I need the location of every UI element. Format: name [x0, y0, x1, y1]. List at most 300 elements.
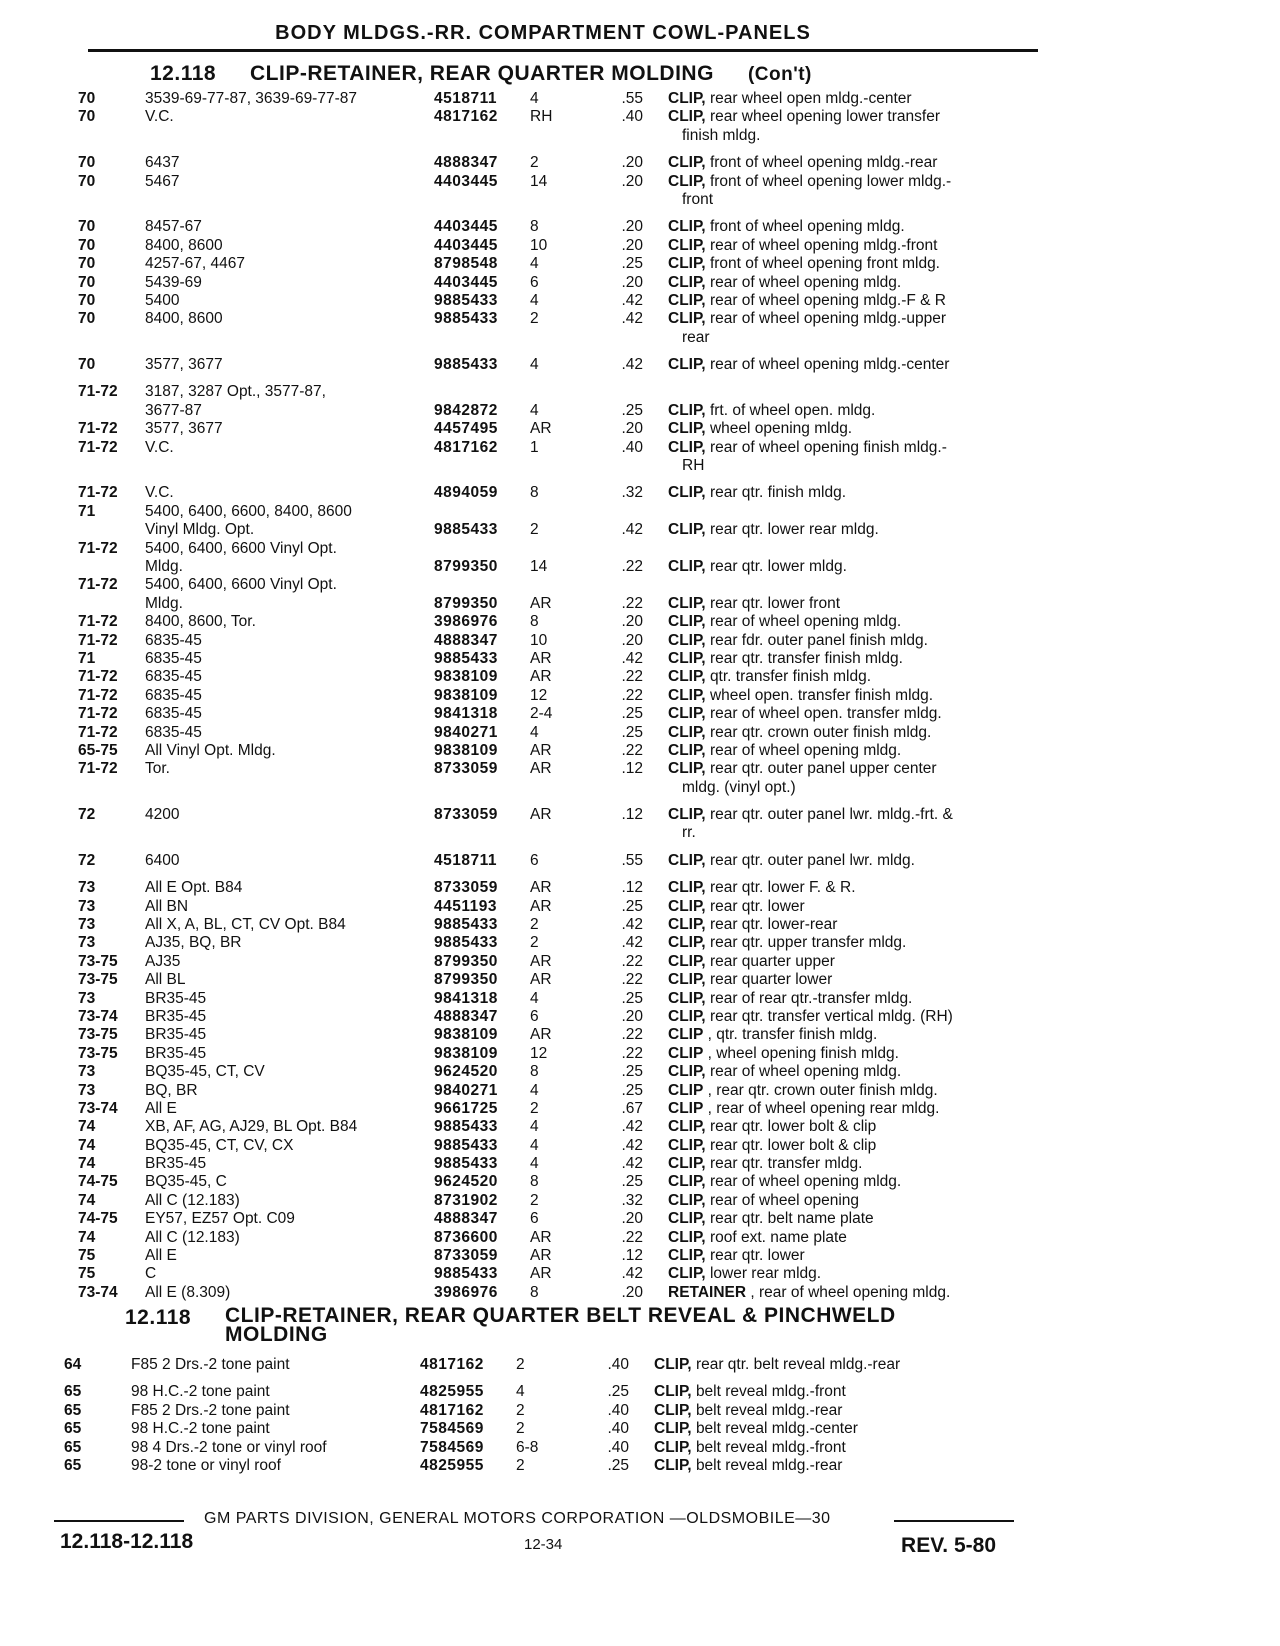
table-row	[0, 310, 1280, 328]
item-description: rear of wheel opening mldg.	[709, 1063, 902, 1081]
description-text	[668, 760, 940, 777]
item-name: CLIP,	[668, 557, 706, 575]
description-cell	[668, 383, 1016, 401]
model-text: 3187, 3287 Opt., 3577-87,	[145, 383, 329, 400]
description-text	[668, 439, 950, 456]
item-description: rear of wheel opening mldg.-front	[709, 236, 938, 254]
item-description: rear of wheel opening mldg.	[709, 613, 902, 631]
year-cell: 71-72	[78, 613, 118, 631]
description-text	[668, 292, 949, 309]
description-text	[668, 1247, 808, 1264]
price-cell: .20	[621, 218, 643, 236]
item-description: rear	[682, 328, 710, 346]
model-text: 3539-69-77-87, 3639-69-77-87	[145, 90, 360, 107]
description-cell	[668, 1082, 1016, 1100]
model-cell	[145, 971, 407, 989]
model-text: All C (12.183)	[145, 1229, 243, 1246]
price-cell: .40	[621, 108, 643, 126]
model-text: 3677-87	[145, 402, 205, 419]
price-cell: .25	[621, 401, 643, 419]
model-text: 5400	[145, 292, 182, 309]
model-cell	[145, 1137, 407, 1155]
item-description: , wheel opening finish mldg.	[707, 1044, 899, 1062]
price-cell: .12	[621, 760, 643, 778]
description-cell	[668, 1210, 1016, 1228]
price-cell: .25	[607, 1456, 629, 1474]
table-row	[0, 218, 1280, 236]
model-cell	[131, 1420, 393, 1438]
table-row	[0, 1137, 1280, 1155]
item-name: CLIP,	[668, 310, 706, 328]
description-text	[668, 668, 874, 685]
description-cell	[668, 668, 1016, 686]
year-cell: 73	[78, 1063, 96, 1081]
quantity-cell: AR	[530, 760, 552, 778]
quantity-cell: 6	[530, 1007, 539, 1025]
item-name: CLIP,	[668, 760, 706, 778]
model-text: V.C.	[145, 108, 177, 125]
description-text	[668, 457, 707, 474]
price-cell: .55	[621, 90, 643, 107]
item-description: rr.	[682, 824, 696, 842]
section-number: 12.118	[125, 1306, 192, 1329]
model-text: AJ35	[145, 953, 183, 970]
quantity-cell: AR	[530, 1026, 552, 1044]
quantity-cell: AR	[530, 1265, 552, 1283]
year-cell: 73	[78, 916, 96, 934]
part-number-cell: 9841318	[434, 989, 498, 1007]
model-text: 8400, 8600	[145, 310, 226, 327]
item-name: RETAINER	[668, 1283, 747, 1301]
item-description: frt. of wheel open. mldg.	[709, 401, 876, 419]
year-cell: 71-72	[78, 723, 118, 741]
model-text: All E (8.309)	[145, 1284, 233, 1301]
quantity-cell: 4	[530, 90, 539, 107]
description-text	[668, 540, 685, 557]
item-name: CLIP,	[668, 154, 706, 172]
year-cell: 73	[78, 1081, 96, 1099]
price-cell: .22	[621, 971, 643, 989]
year-cell: 73-74	[78, 1099, 118, 1117]
description-text	[668, 898, 808, 915]
description-cell	[654, 1439, 1002, 1457]
year-cell: 71-72	[78, 539, 118, 557]
model-cell	[145, 484, 407, 502]
model-text: All E	[145, 1100, 180, 1117]
item-description: rear wheel opening lower transfer	[709, 108, 940, 126]
table-row	[0, 1100, 1280, 1118]
year-cell: 74-75	[78, 1173, 118, 1191]
price-cell: .40	[607, 1401, 629, 1419]
model-cell	[145, 1210, 407, 1228]
page-title: BODY MLDGS.-RR. COMPARTMENT COWL-PANELS	[275, 22, 811, 44]
item-description: rear qtr. lower	[709, 1247, 805, 1265]
description-cell	[668, 484, 1016, 502]
description-text	[668, 1210, 877, 1227]
item-name: CLIP,	[668, 916, 706, 934]
part-number-cell: 8733059	[434, 879, 498, 897]
model-text: All Vinyl Opt. Mldg.	[145, 742, 279, 759]
year-cell: 65	[64, 1438, 82, 1456]
model-cell	[145, 356, 407, 374]
quantity-cell: 2	[530, 154, 539, 172]
description-cell	[668, 898, 1016, 916]
model-text: 4257-67, 4467	[145, 255, 248, 272]
description-text	[668, 632, 931, 649]
price-cell: .12	[621, 879, 643, 897]
item-description: wheel opening mldg.	[709, 420, 853, 438]
part-number-cell: 8733059	[434, 806, 498, 824]
page-footer	[54, 1510, 1014, 1557]
item-name: CLIP,	[668, 806, 706, 824]
item-description: qtr. transfer finish mldg.	[709, 668, 872, 686]
table-row	[0, 632, 1280, 650]
model-cell	[145, 255, 407, 273]
description-cell	[668, 1026, 1016, 1044]
part-number-cell: 9885433	[434, 310, 498, 328]
item-name: CLIP,	[668, 1136, 706, 1154]
quantity-cell: 4	[530, 255, 539, 273]
table-row	[0, 191, 1280, 209]
part-number-cell: 8733059	[434, 760, 498, 778]
item-name: CLIP,	[668, 273, 706, 291]
description-cell	[668, 274, 1016, 292]
model-cell	[145, 439, 407, 457]
item-description: rear of wheel opening mldg.	[709, 273, 902, 291]
model-text: Mldg.	[145, 595, 186, 612]
model-text: BQ35-45, C	[145, 1173, 230, 1190]
item-name: CLIP,	[654, 1456, 692, 1474]
parts-table-1	[0, 90, 1280, 1302]
part-number-cell: 9885433	[434, 649, 498, 667]
part-number-cell: 4888347	[434, 1007, 498, 1025]
part-number-cell: 8736600	[434, 1228, 498, 1246]
description-text	[668, 971, 835, 988]
table-row	[0, 705, 1280, 723]
model-text: 6835-45	[145, 705, 205, 722]
model-cell	[145, 1247, 407, 1265]
item-name: CLIP,	[668, 356, 706, 374]
price-cell: .22	[621, 1026, 643, 1044]
part-number-cell: 4518711	[434, 851, 497, 869]
description-cell	[668, 255, 1016, 273]
table-row	[0, 1155, 1280, 1173]
year-cell: 70	[78, 255, 96, 273]
model-cell	[145, 650, 407, 668]
part-number-cell: 9885433	[434, 916, 498, 934]
model-cell	[145, 1192, 407, 1210]
price-cell: .22	[621, 952, 643, 970]
description-text	[668, 990, 915, 1007]
model-cell	[145, 613, 407, 631]
description-cell	[668, 990, 1016, 1008]
item-description: rear qtr. transfer mldg.	[709, 1155, 863, 1173]
description-cell	[668, 503, 1016, 521]
model-text: F85 2 Drs.-2 tone paint	[131, 1356, 293, 1373]
description-text	[668, 705, 945, 722]
item-description: rear of wheel opening mldg.-F & R	[709, 291, 946, 309]
section-heading-2	[125, 1306, 896, 1344]
table-row	[0, 540, 1280, 558]
part-number-cell: 4817162	[420, 1401, 484, 1419]
item-name: CLIP,	[668, 236, 706, 254]
model-cell	[145, 1100, 407, 1118]
price-cell: .32	[621, 1191, 643, 1209]
price-cell: .42	[621, 1155, 643, 1173]
description-text	[668, 218, 908, 235]
model-text: 6835-45	[145, 632, 205, 649]
year-cell: 70	[78, 273, 96, 291]
part-number-cell: 9885433	[434, 1136, 498, 1154]
price-cell: .20	[621, 631, 643, 649]
section-title-cont: MOLDING	[225, 1323, 328, 1346]
model-cell	[145, 934, 407, 952]
quantity-cell: 8	[530, 1283, 539, 1301]
model-cell	[145, 1026, 407, 1044]
table-row	[0, 576, 1280, 594]
item-description: belt reveal mldg.-center	[695, 1420, 858, 1438]
item-name: CLIP,	[668, 897, 706, 915]
quantity-cell: AR	[530, 971, 552, 989]
table-row	[0, 173, 1280, 191]
table-row	[0, 292, 1280, 310]
part-number-cell: 9624520	[434, 1173, 498, 1191]
item-name: CLIP,	[668, 952, 706, 970]
footer-rule-right	[894, 1520, 1014, 1522]
quantity-cell: 10	[530, 236, 548, 254]
model-text: Vinyl Mldg. Opt.	[145, 521, 257, 538]
description-text	[654, 1383, 849, 1400]
item-description: rear qtr. outer panel lwr. mldg.-frt. &	[709, 806, 953, 824]
description-cell	[668, 356, 1016, 374]
description-text	[668, 90, 915, 107]
description-text	[668, 356, 952, 373]
item-description: lower rear mldg.	[709, 1265, 822, 1283]
item-description: rear qtr. crown outer finish mldg.	[709, 723, 932, 741]
table-row	[0, 356, 1280, 374]
model-text: All BN	[145, 898, 191, 915]
model-text: 5400, 6400, 6600 Vinyl Opt.	[145, 576, 340, 593]
item-description: rear qtr. finish mldg.	[709, 484, 847, 502]
part-number-cell: 4817162	[434, 108, 498, 126]
part-number-cell: 4825955	[420, 1456, 484, 1474]
year-cell: 73	[78, 934, 96, 952]
part-number-cell: 3986976	[434, 613, 498, 631]
description-text	[668, 953, 838, 970]
model-cell	[145, 173, 407, 191]
table-row	[0, 934, 1280, 952]
part-number-cell: 7584569	[420, 1420, 484, 1438]
page-header	[88, 22, 1038, 52]
item-description: rear qtr. lower bolt & clip	[709, 1136, 877, 1154]
model-cell	[131, 1457, 393, 1475]
description-text	[668, 154, 940, 171]
item-description: rear qtr. lower-rear	[709, 916, 838, 934]
description-cell	[668, 1155, 1016, 1173]
quantity-cell: 4	[530, 1081, 539, 1099]
price-cell: .42	[621, 291, 643, 309]
table-row	[0, 1247, 1280, 1265]
item-name: CLIP,	[668, 401, 706, 419]
part-number-cell: 4888347	[434, 1210, 498, 1228]
footer-rule-left	[54, 1520, 184, 1522]
description-cell	[668, 154, 1016, 172]
quantity-cell: 4	[530, 356, 539, 374]
item-name: CLIP,	[668, 1007, 706, 1025]
quantity-cell: 6	[530, 1210, 539, 1228]
part-number-cell: 9624520	[434, 1063, 498, 1081]
year-cell: 65	[64, 1401, 82, 1419]
model-cell	[145, 310, 407, 328]
part-number-cell: 8799350	[434, 557, 498, 575]
year-cell: 73-75	[78, 952, 118, 970]
item-description: rear qtr. lower F. & R.	[709, 879, 856, 897]
model-cell	[145, 852, 407, 870]
year-cell: 70	[78, 90, 96, 107]
description-cell	[668, 760, 1016, 778]
model-cell	[145, 154, 407, 172]
quantity-cell: 12	[530, 686, 548, 704]
quantity-cell: AR	[530, 649, 552, 667]
section-title: CLIP-RETAINER, REAR QUARTER MOLDING	[250, 62, 714, 85]
table-row	[0, 760, 1280, 778]
model-text: BQ35-45, CT, CV, CX	[145, 1137, 296, 1154]
description-text	[668, 255, 943, 272]
item-name: CLIP,	[668, 879, 706, 897]
table-row	[0, 779, 1280, 797]
table-row	[0, 1420, 1266, 1438]
price-cell: .20	[621, 1283, 643, 1301]
table-row	[0, 971, 1280, 989]
description-cell	[668, 1173, 1016, 1191]
part-number-cell: 3986976	[434, 1283, 498, 1301]
table-row	[0, 742, 1280, 760]
quantity-cell: AR	[530, 741, 552, 759]
table-row	[0, 613, 1280, 631]
item-description: wheel open. transfer finish mldg.	[709, 686, 934, 704]
table-row	[0, 274, 1280, 292]
table-row	[0, 1265, 1280, 1283]
description-cell	[668, 705, 1016, 723]
quantity-cell: RH	[530, 108, 553, 126]
quantity-cell: 2-4	[530, 705, 553, 723]
item-description: rear qtr. outer panel upper center	[709, 760, 937, 778]
description-text	[668, 558, 850, 575]
model-text: All C (12.183)	[145, 1192, 243, 1209]
quantity-cell: 2	[530, 916, 539, 934]
model-text: BR35-45	[145, 1155, 209, 1172]
footer-page-number: 12-34	[524, 1536, 563, 1553]
part-number-cell: 9661725	[434, 1099, 498, 1117]
item-description: front of wheel opening lower mldg.-	[709, 172, 952, 190]
price-cell: .22	[621, 741, 643, 759]
description-cell	[668, 742, 1016, 760]
item-name: CLIP,	[654, 1438, 692, 1456]
table-row	[0, 824, 1280, 842]
year-cell: 74	[78, 1118, 96, 1136]
price-cell: .25	[621, 1081, 643, 1099]
description-cell	[668, 329, 1016, 347]
price-cell: .20	[621, 1210, 643, 1228]
quantity-cell: 4	[530, 401, 539, 419]
description-cell	[668, 1045, 1016, 1063]
footer-section-code: 12.118-12.118	[60, 1530, 194, 1553]
item-name: CLIP,	[668, 594, 706, 612]
section-continued: (Con't)	[747, 64, 812, 85]
item-name: CLIP,	[668, 649, 706, 667]
model-cell	[145, 218, 407, 236]
part-number-cell: 9885433	[434, 1118, 498, 1136]
footer-corporation: GM PARTS DIVISION, GENERAL MOTORS CORPORATION —OLDSMOBILE—30	[204, 1510, 831, 1527]
model-text: 5439-69	[145, 274, 205, 291]
description-text	[668, 127, 763, 144]
description-text	[668, 484, 849, 501]
price-cell: .40	[607, 1438, 629, 1456]
quantity-cell: 2	[530, 521, 539, 539]
quantity-cell: 2	[530, 1099, 539, 1117]
price-cell: .25	[621, 705, 643, 723]
price-cell: .20	[621, 420, 643, 438]
year-cell: 72	[78, 851, 96, 869]
model-cell	[131, 1402, 393, 1420]
model-cell	[131, 1383, 393, 1401]
description-text	[668, 521, 882, 538]
item-name: CLIP,	[668, 1247, 706, 1265]
item-description: roof ext. name plate	[709, 1228, 847, 1246]
quantity-cell: 4	[530, 723, 539, 741]
part-number-cell: 9841318	[434, 705, 498, 723]
item-description: , rear qtr. crown outer finish mldg.	[707, 1081, 938, 1099]
year-cell: 71	[78, 502, 96, 520]
quantity-cell: AR	[530, 668, 552, 686]
quantity-cell: 4	[530, 1136, 539, 1154]
model-text: BQ, BR	[145, 1082, 201, 1099]
model-cell	[145, 1265, 407, 1283]
item-name: CLIP	[668, 1026, 704, 1044]
quantity-cell: 12	[530, 1044, 548, 1062]
item-name: CLIP,	[654, 1420, 692, 1438]
model-cell	[131, 1356, 393, 1374]
table-row	[0, 383, 1280, 401]
table-row	[0, 127, 1280, 145]
part-number-cell: 4894059	[434, 484, 498, 502]
model-cell	[145, 1229, 407, 1247]
table-row	[0, 1045, 1280, 1063]
quantity-cell: 14	[530, 557, 548, 575]
description-cell	[668, 1284, 1016, 1302]
year-cell: 65	[64, 1383, 82, 1401]
model-cell	[145, 990, 407, 1008]
description-cell	[668, 576, 1016, 594]
quantity-cell: AR	[530, 897, 552, 915]
description-cell	[668, 420, 1016, 438]
item-description: rear of wheel opening	[709, 1191, 860, 1209]
description-cell	[668, 521, 1016, 539]
section-number: 12.118	[150, 62, 217, 85]
model-text: XB, AF, AG, AJ29, BL Opt. B84	[145, 1118, 360, 1135]
year-cell: 73	[78, 989, 96, 1007]
table-row	[0, 1229, 1280, 1247]
price-cell: .42	[621, 1136, 643, 1154]
quantity-cell: 2	[530, 934, 539, 952]
year-cell: 74	[78, 1136, 96, 1154]
description-text	[668, 595, 843, 612]
model-text: 8457-67	[145, 218, 205, 235]
description-cell	[668, 1118, 1016, 1136]
description-text	[668, 852, 918, 869]
description-text	[668, 503, 685, 520]
price-cell: .20	[621, 613, 643, 631]
